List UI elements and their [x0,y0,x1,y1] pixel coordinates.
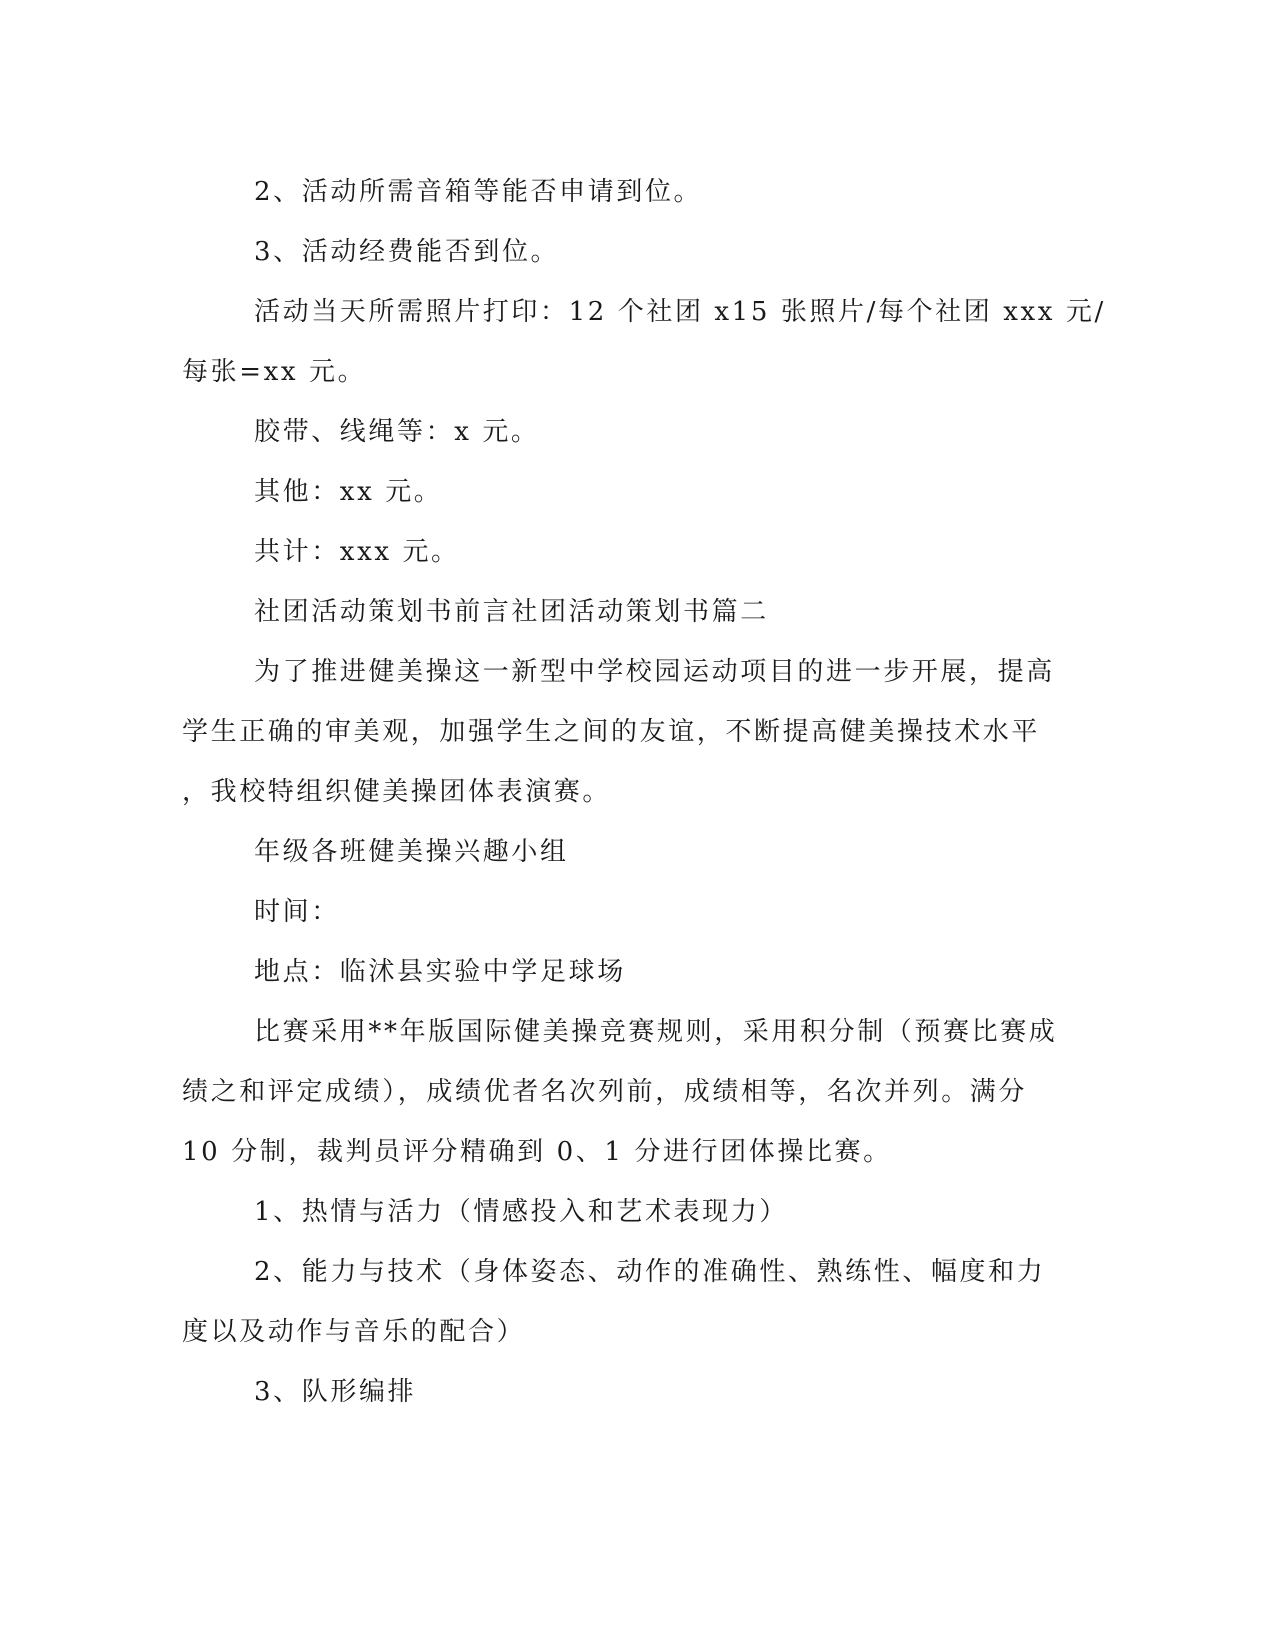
text-line: 年级各班健美操兴趣小组 [254,837,569,867]
paragraph-14 [182,1242,1082,1362]
document-body [182,162,1106,1422]
text-line: 度以及动作与音乐的配合） [182,1317,526,1347]
text-line: ，我校特组织健美操团体表演赛。 [182,777,612,807]
paragraph-3 [182,282,1106,402]
paragraph-4 [182,402,1082,462]
text-line: 比赛采用**年版国际健美操竞赛规则，采用积分制（预赛比赛成 [254,1017,1058,1047]
text-line: 其他：xx 元。 [254,477,443,507]
text-line: 时间： [254,897,340,927]
paragraph-13 [182,1182,1082,1242]
paragraph-1 [182,162,1082,222]
paragraph-5 [182,462,1082,522]
text-line: 胶带、线绳等：x 元。 [254,417,540,447]
text-line: 地点：临沭县实验中学足球场 [254,957,626,987]
paragraph-9 [182,822,1082,882]
text-line: 2、能力与技术（身体姿态、动作的准确性、熟练性、幅度和力 [254,1257,1046,1287]
text-line: 学生正确的审美观，加强学生之间的友谊，不断提高健美操技术水平 [182,717,1041,747]
text-line: 每张=xx 元。 [182,357,367,387]
paragraph-11 [182,942,1082,1002]
text-line: 共计：xxx 元。 [254,537,460,567]
paragraph-12 [182,1002,1082,1182]
text-line: 绩之和评定成绩），成绩优者名次列前，成绩相等，名次并列。满分 [182,1077,1028,1107]
paragraph-8 [182,642,1082,822]
text-line: 社团活动策划书前言社团活动策划书篇二 [254,597,769,627]
paragraph-10 [182,882,1082,942]
text-line: 3、活动经费能否到位。 [254,237,560,267]
text-line: 活动当天所需照片打印：12 个社团 x15 张照片/每个社团 xxx 元/ [254,297,1106,327]
text-line: 10 分制，裁判员评分精确到 0、1 分进行团体操比赛。 [182,1137,892,1167]
paragraph-15 [182,1362,1082,1422]
text-line: 1、热情与活力（情感投入和艺术表现力） [254,1197,788,1227]
text-line: 2、活动所需音箱等能否申请到位。 [254,177,703,207]
section-heading [182,582,1082,642]
text-line: 3、队形编排 [254,1377,417,1407]
text-line: 为了推进健美操这一新型中学校园运动项目的进一步开展，提高 [254,657,1055,687]
paragraph-6 [182,522,1082,582]
paragraph-2 [182,222,1082,282]
